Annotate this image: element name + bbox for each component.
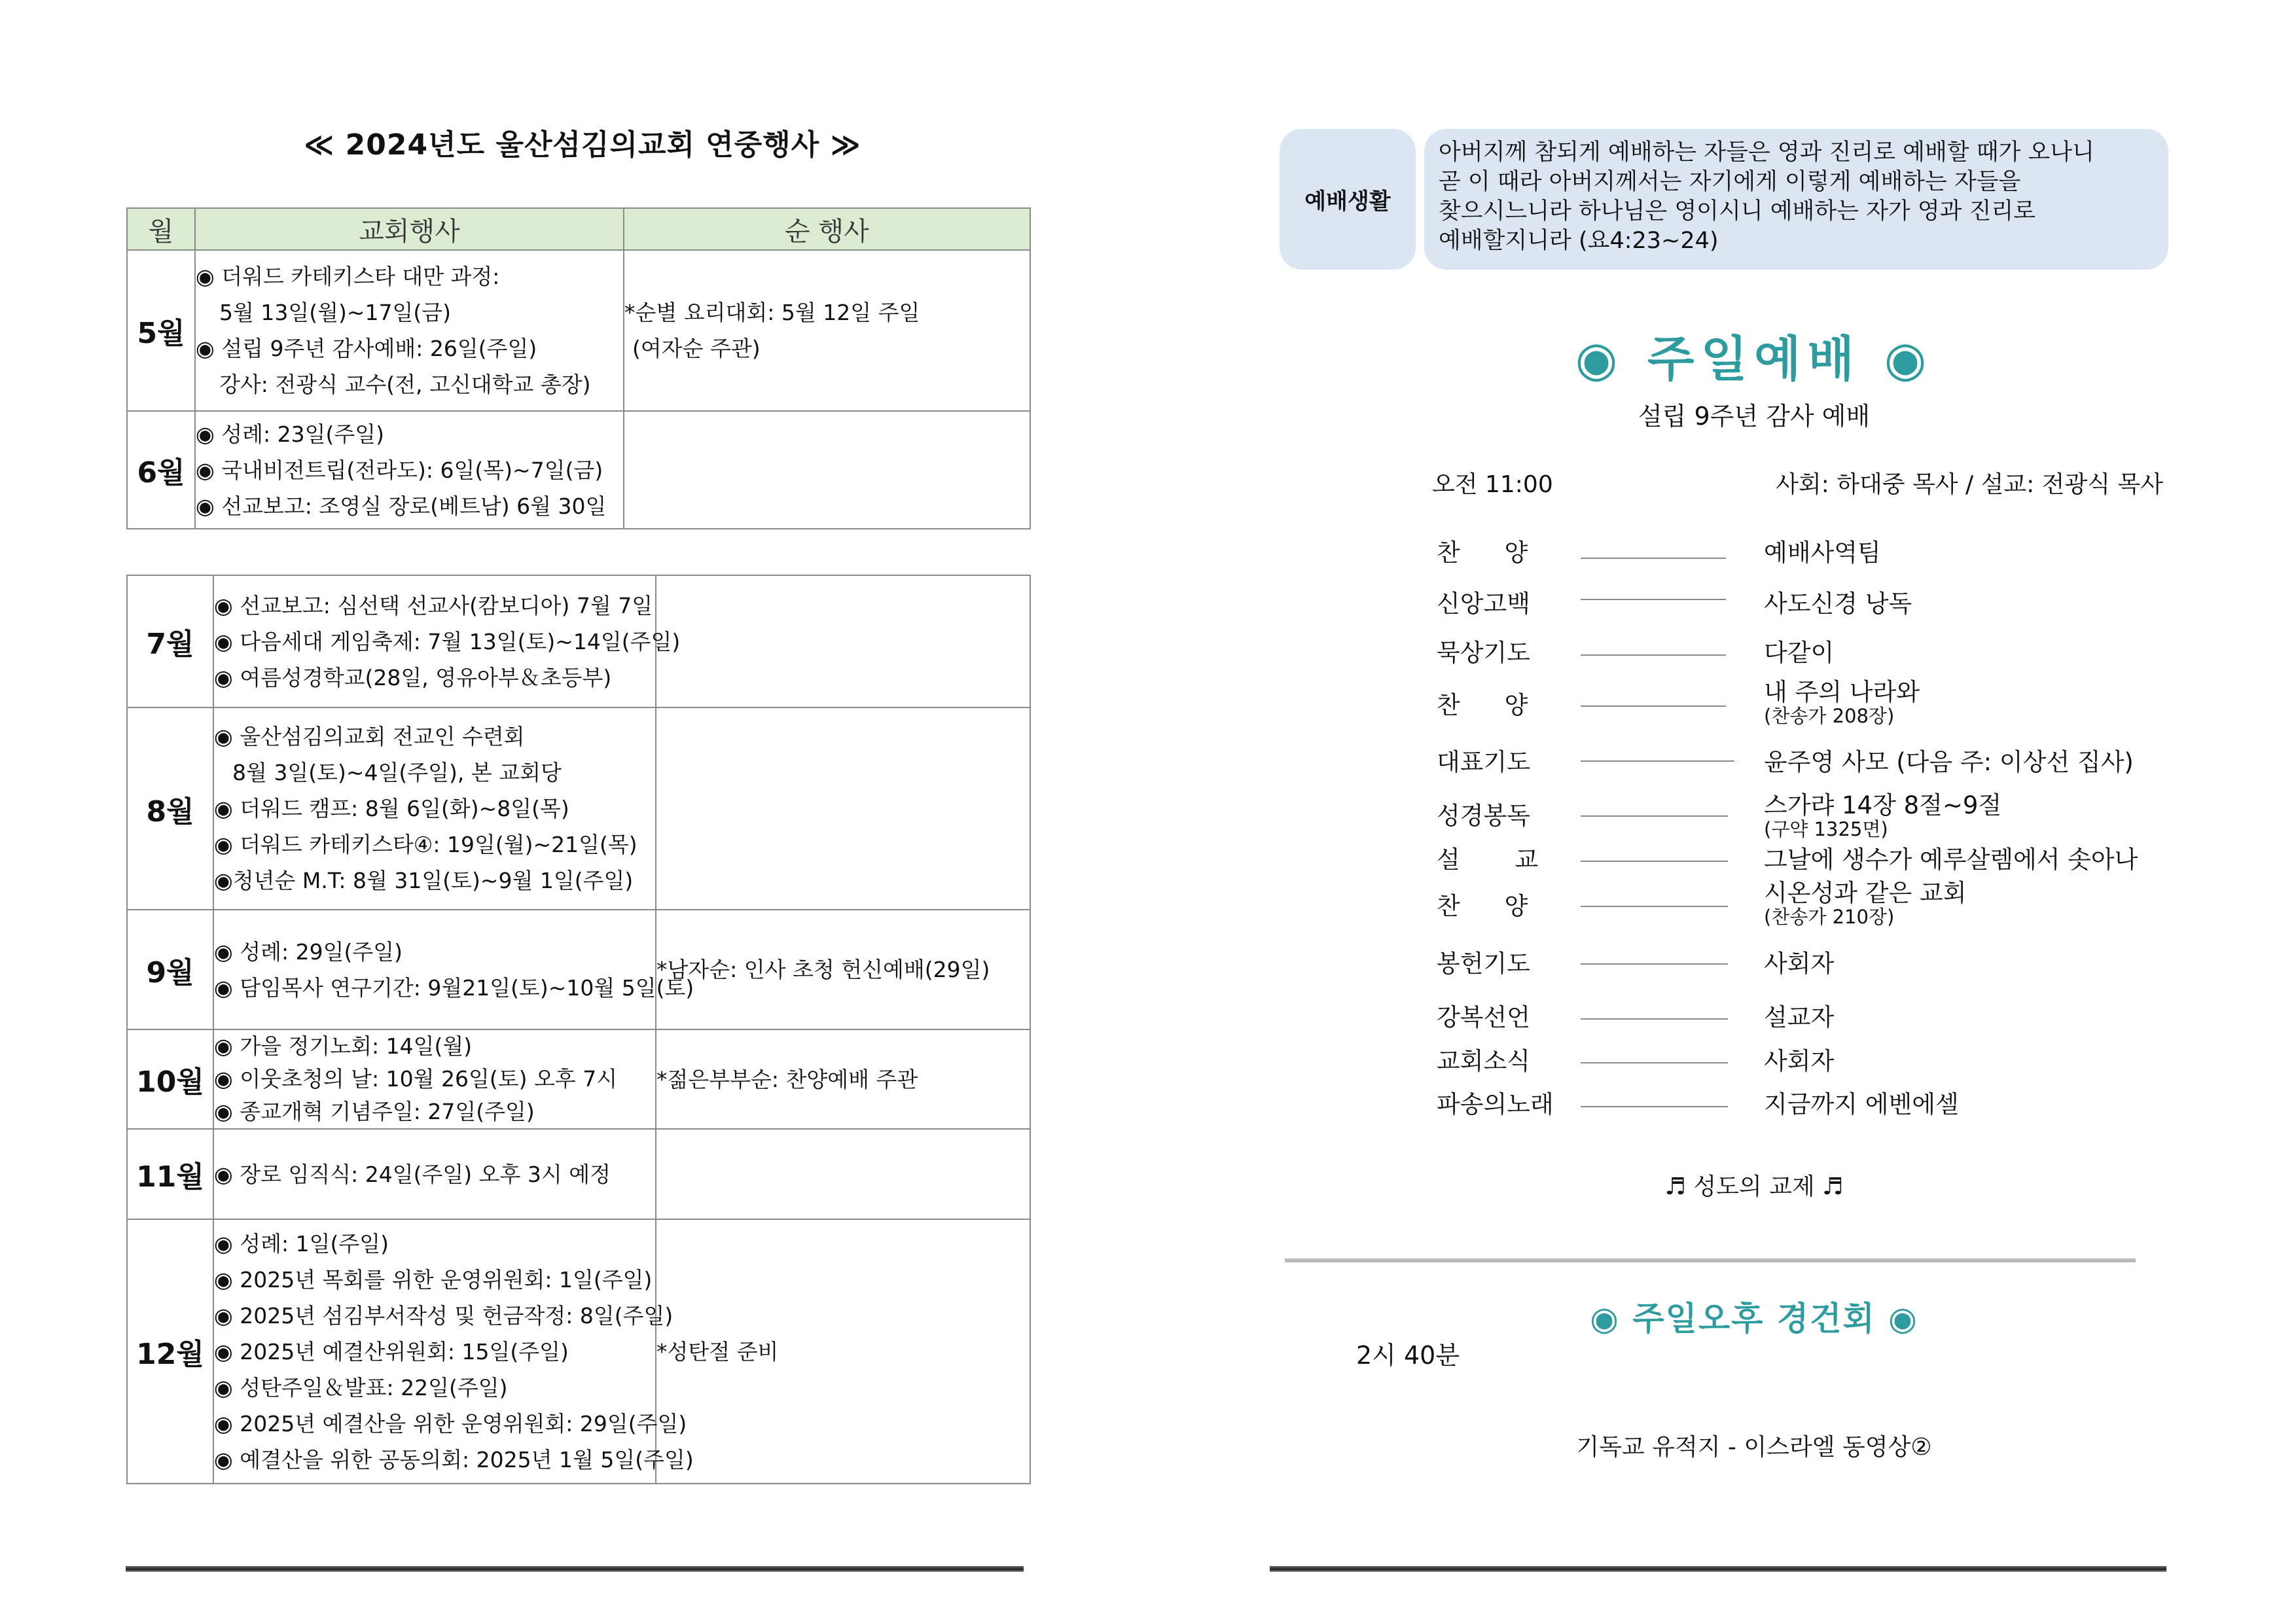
soon-events-cell [624,250,1030,411]
order-label: 봉헌기도 [1437,950,1530,978]
order-label: 교회소식 [1437,1047,1530,1075]
order-value: 시온성과 같은 교회 [1764,879,1967,907]
order-value: 설교자 [1764,1003,1835,1031]
event-line: ◉ 설립 9주년 감사예배: 26일(주일) [196,336,537,361]
order-leader-line [1581,1018,1728,1020]
service-time: 오전 11:00 [1432,471,1553,498]
left-bottom-rule [126,1566,1024,1572]
event-line: ◉ 더워드 카테키스타④: 19일(월)~21일(목) [214,832,637,857]
soon-event-line: *성탄절 준비 [656,1338,779,1364]
table-row [127,1029,1030,1129]
event-line: ◉ 성례: 29일(주일) [214,938,403,965]
event-line: ◉ 울산섬김의교회 전교인 수련회 [214,724,525,749]
order-leader-line [1581,760,1734,762]
event-line: ◉ 장로 임직식: 24일(주일) 오후 3시 예정 [214,1161,611,1187]
event-line: ◉ 2025년 목회를 위한 운영위원회: 1일(주일) [214,1266,653,1293]
order-leader-line [1581,815,1728,817]
order-value: 내 주의 나라와 [1764,678,1920,706]
table-row [127,1219,1030,1484]
event-line: ◉ 다음세대 게임축제: 7월 13일(토)~14일(주일) [214,628,681,654]
church-events-cell [195,411,624,529]
month-cell: 5월 [127,250,195,411]
month-cell: 8월 [127,707,213,910]
soon-event-line: *순별 요리대회: 5월 12일 주일 [624,300,920,325]
order-item [1437,748,2176,787]
order-leader-line [1581,963,1728,965]
afternoon-service-title: ◉ 주일오후 경건회 ◉ [1590,1300,1918,1338]
month-cell: 9월 [127,910,213,1029]
event-line: ◉ 선교보고: 심선택 선교사(캄보디아) 7월 7일 [214,592,653,618]
event-line: ◉ 예결산을 위한 공동의회: 2025년 1월 5일(주일) [214,1446,694,1472]
order-label: 대표기도 [1437,748,1530,776]
church-events-cell [213,1029,656,1129]
right-bottom-rule [1270,1566,2166,1572]
order-leader-line [1581,1106,1728,1107]
scripture-verse-box [1424,129,2168,270]
order-item [1437,639,2176,678]
event-line: ◉청년순 M.T: 8월 31일(토)~9월 1일(주일) [214,868,634,893]
order-item [1437,1003,2176,1043]
event-line: ◉ 2025년 섬김부서작성 및 헌금작정: 8일(주일) [214,1302,673,1329]
soon-event-line: (여자순 주관) [632,336,761,361]
soon-events-cell [656,575,1030,707]
event-line: ◉ 담임목사 연구기간: 9월21일(토)~10월 5일(토) [214,974,694,1001]
order-leader-line [1581,558,1726,559]
table-row [127,250,1030,411]
event-line: ◉ 더워드 캠프: 8월 6일(화)~8일(목) [214,796,569,821]
header-soon-events: 순 행사 [624,208,1030,250]
verse-line: 찾으시느니라 하나님은 영이시니 예배하는 자가 영과 진리로 [1439,198,2036,224]
fellowship-notice: ♬ 성도의 교제 ♬ [1664,1173,1844,1200]
order-item [1437,590,2176,629]
service-leaders: 사회: 하대중 목사 / 설교: 전광식 목사 [1776,471,2163,498]
church-events-cell [195,250,624,411]
soon-events-cell [624,411,1030,529]
soon-events-cell [656,1219,1030,1484]
soon-events-cell [656,910,1030,1029]
event-line: ◉ 종교개혁 기념주일: 27일(주일) [214,1099,535,1124]
order-leader-line [1581,654,1726,656]
order-item [1437,950,2176,989]
event-line: ◉ 가을 정기노회: 14일(월) [214,1033,473,1059]
order-label: 찬 양 [1437,691,1547,719]
order-leader-line [1581,906,1728,907]
month-cell: 10월 [127,1029,213,1129]
church-events-cell [213,910,694,1029]
event-line: ◉ 여름성경학교(28일, 영유아부＆초등부) [214,664,612,690]
event-line: ◉ 이웃초청의 날: 10월 26일(토) 오후 7시 [214,1066,618,1092]
event-line: ◉ 선교보고: 조영실 장로(베트남) 6월 30일 [196,493,607,519]
order-item [1437,678,2176,730]
order-item [1437,539,2176,578]
event-line: 8월 3일(토)~4일(주일), 본 교회당 [232,760,562,785]
church-events-cell [213,707,656,910]
order-item [1437,791,2176,844]
schedule-table-bottom [126,575,1031,1484]
order-label: 묵상기도 [1437,639,1530,667]
service-title: ◉ 주일예배 ◉ [1575,331,1933,387]
order-leader-line [1581,1062,1728,1063]
order-value: 사도신경 낭독 [1764,590,1912,618]
order-label: 찬 양 [1437,539,1547,567]
order-item [1437,1090,2176,1130]
schedule-table-top [126,207,1031,529]
order-label: 신앙고백 [1437,590,1530,618]
header-church-events: 교회행사 [195,208,624,250]
table-row [127,910,1030,1029]
order-value: 다같이 [1764,639,1835,667]
order-leader-line [1581,599,1726,600]
order-leader-line [1581,705,1726,707]
order-note: (구약 1325면) [1764,818,1888,840]
section-divider [1285,1258,2136,1262]
church-events-cell [213,575,681,707]
soon-events-cell [656,1029,1030,1129]
event-line: ◉ 성례: 23일(주일) [196,421,385,447]
order-label: 설 교 [1437,846,1562,874]
event-line: ◉ 더워드 카테키스타 대만 과정: [196,264,500,289]
afternoon-service-content: 기독교 유적지 - 이스라엘 동영상② [1576,1434,1932,1461]
order-value: 스가랴 14장 8절~9절 [1764,791,2002,819]
order-value: 윤주영 사모 (다음 주: 이상선 집사) [1764,748,2134,776]
table-row [127,1129,1030,1219]
month-cell: 6월 [127,411,195,529]
soon-event-line: *젊은부부순: 찬양예배 주관 [656,1066,918,1092]
month-cell: 11월 [127,1129,213,1219]
soon-events-cell [656,1129,1030,1219]
order-note: (찬송가 208장) [1764,705,1895,727]
header-month: 월 [127,208,195,250]
order-value: 사회자 [1764,950,1835,978]
table-row [127,707,1030,910]
order-item [1437,1047,2176,1086]
event-line: ◉ 성례: 1일(주일) [214,1230,389,1257]
church-events-cell [213,1129,656,1219]
verse-line: 예배할지니라 (요4:23~24) [1439,228,1719,254]
order-value: 그날에 생수가 예루살렘에서 솟아나 [1764,846,2138,874]
event-line: 강사: 전광식 교수(전, 고신대학교 총장) [219,372,591,397]
afternoon-service-time: 2시 40분 [1356,1341,1460,1370]
table-row [127,411,1030,529]
verse-line: 곧 이 때라 아버지께서는 자기에게 이렇게 예배하는 자들을 [1439,169,2021,195]
order-value: 지금까지 에벤에셀 [1764,1090,1959,1118]
order-note: (찬송가 210장) [1764,906,1895,928]
soon-events-cell [656,707,1030,910]
event-line: ◉ 2025년 예결산을 위한 운영위원회: 29일(주일) [214,1410,687,1436]
order-item [1437,879,2176,931]
month-cell: 7월 [127,575,213,707]
soon-event-line: *남자순: 인사 초청 헌신예배(29일) [656,957,990,982]
table-row [127,575,1030,707]
event-line: ◉ 2025년 예결산위원회: 15일(주일) [214,1338,569,1364]
order-label: 파송의노래 [1437,1090,1554,1118]
order-value: 사회자 [1764,1047,1835,1075]
verse-line: 아버지께 참되게 예배하는 자들은 영과 진리로 예배할 때가 오나니 [1439,139,2094,166]
order-label: 찬 양 [1437,892,1547,920]
order-label: 성경봉독 [1437,802,1530,830]
service-subtitle: 설립 9주년 감사 예배 [1638,402,1871,431]
order-label: 강복선언 [1437,1003,1530,1031]
worship-life-tag: 예배생활 [1280,129,1416,270]
schedule-title: ≪ 2024년도 울산섬김의교회 연중행사 ≫ [304,128,861,162]
church-events-cell [213,1219,694,1484]
order-value: 예배사역팀 [1764,539,1881,567]
order-leader-line [1581,861,1728,862]
month-cell: 12월 [127,1219,213,1484]
event-line: ◉ 국내비전트립(전라도): 6일(목)~7일(금) [196,457,603,483]
event-line: 5월 13일(월)~17일(금) [219,300,452,325]
event-line: ◉ 성탄주일＆발표: 22일(주일) [214,1374,508,1400]
